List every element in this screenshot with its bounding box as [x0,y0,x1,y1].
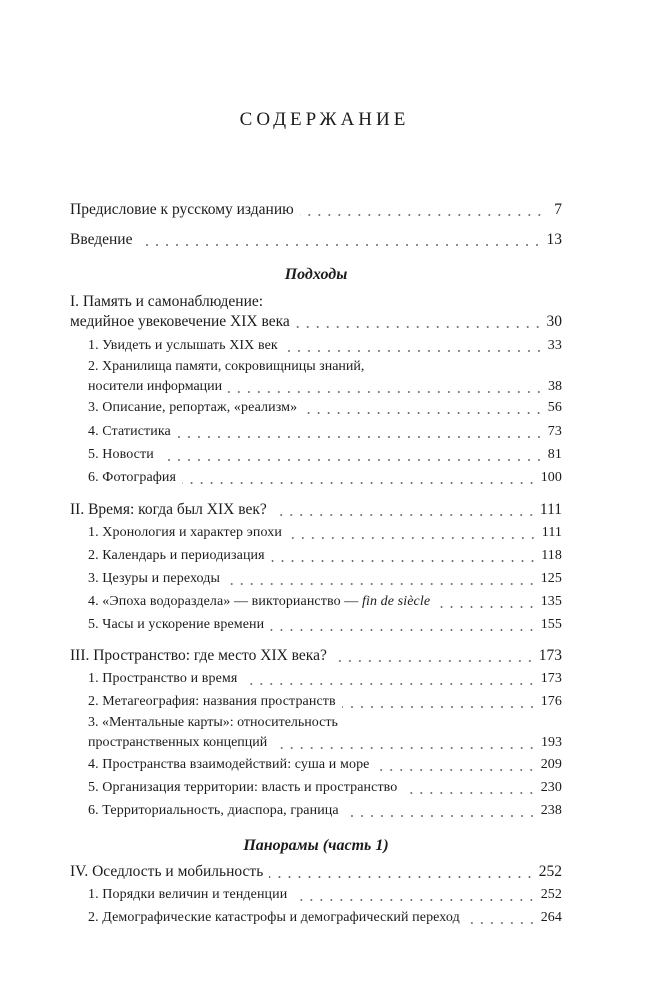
entry-title-main: 4. «Эпоха водораздела» — викторианство — [88,594,362,609]
entry-title-line1: I. Память и самонаблюдение: [70,293,264,310]
entry-title: 1. Порядки величин и тенденции [88,887,288,902]
toc-subentry[interactable] [88,669,562,689]
dot-leader [303,412,544,414]
dot-leader [138,244,542,246]
toc-subentry[interactable] [88,468,562,488]
toc-entry-chapter-2[interactable] [70,500,562,520]
page-number: 230 [540,780,562,795]
page-number: 209 [540,757,562,772]
entry-title: 4. Пространства взаимодействий: суша и море [88,757,370,772]
page-number: 73 [547,424,562,439]
page-number: 100 [540,470,562,485]
toc-subentry[interactable] [88,445,562,465]
dot-leader [288,537,538,539]
toc-entry-introduction[interactable] [70,230,562,250]
toc-subentry[interactable] [88,569,562,589]
dot-leader [226,583,537,585]
dot-leader [375,769,536,771]
page-number: 173 [540,671,562,686]
entry-title-line1: 2. Хранилища памяти, сокровищницы знаний, [88,359,365,374]
page-number: 252 [538,863,562,880]
toc-entry-chapter-1[interactable] [70,292,562,332]
entry-title: 1. Хронология и характер эпохи [88,525,282,540]
toc-subentry[interactable] [88,908,562,928]
toc-entry-preface[interactable] [70,200,562,220]
entry-title: 6. Фотография [88,470,177,485]
dot-leader [284,350,544,352]
page-number: 238 [540,803,562,818]
entry-title: 1. Пространство и время [88,671,238,686]
entry-title: 2. Календарь и периодизация [88,548,265,563]
dot-leader [160,459,544,461]
dot-leader [273,747,537,749]
entry-title: 5. Новости [88,447,154,462]
dot-leader [342,706,537,708]
page-number: 176 [540,694,562,709]
toc-subentry[interactable] [88,422,562,442]
entry-title [88,592,430,612]
page-number: 81 [547,447,562,462]
entry-title: 3. Описание, репортаж, «реализм» [88,400,298,415]
page-number: 111 [541,525,562,540]
entry-title: 2. Демографические катастрофы и демографический переход [88,910,460,925]
page-number: 173 [538,647,562,664]
page-number: 13 [546,231,562,248]
entry-title: 3. Цезуры и переходы [88,571,220,586]
entry-title: IV. Оседлость и мобильность [70,863,264,880]
dot-leader [403,792,536,794]
page-number: 125 [540,571,562,586]
page-number: 7 [554,201,562,218]
page-number: 38 [548,379,562,394]
dot-leader [436,606,537,608]
toc-subentry[interactable] [88,357,562,397]
entry-title: 6. Территориальность, диаспора, граница [88,803,339,818]
dot-leader [270,629,536,631]
entry-title: 2. Метагеография: названия пространств [88,694,336,709]
entry-title: Введение [70,231,133,248]
toc-subentry[interactable] [88,801,562,821]
toc-entry-chapter-3[interactable] [70,646,562,666]
entry-title: 1. Увидеть и услышать XIX век [88,338,278,353]
toc-subentry[interactable] [88,336,562,356]
toc-subentry[interactable] [88,592,562,612]
page-number: 111 [539,501,562,518]
toc-subentry[interactable] [88,778,562,798]
entry-title-line1: 3. «Ментальные карты»: относительность [88,715,338,730]
entry-title-italic: fin de siècle [361,594,431,609]
dot-leader [177,436,544,438]
toc-subentry[interactable] [88,692,562,712]
dot-leader [273,514,536,516]
dot-leader [228,391,544,393]
dot-leader [182,482,537,484]
dot-leader [333,660,535,662]
toc-subentry[interactable] [88,398,562,418]
dot-leader [269,876,534,878]
toc-subentry[interactable] [88,713,562,753]
page-number: 264 [540,910,562,925]
page-number: 118 [541,548,562,563]
dot-leader [466,922,537,924]
toc-subentry[interactable] [88,546,562,566]
dot-leader [243,683,536,685]
toc-subentry[interactable] [88,755,562,775]
dot-leader [271,560,538,562]
dot-leader [296,326,543,328]
page-title: СОДЕРЖАНИЕ [239,109,410,130]
entry-title-line2: пространственных концепций [88,735,268,750]
entry-title-line2: носители информации [88,379,223,394]
entry-title: 5. Организация территории: власть и пространство [88,780,398,795]
entry-title: 4. Статистика [88,424,171,439]
toc-subentry[interactable] [88,615,562,635]
toc-subentry[interactable] [88,885,562,905]
page-number: 252 [540,887,562,902]
toc-subentry[interactable] [88,523,562,543]
page-number: 193 [541,735,562,750]
entry-title: III. Пространство: где место XIX века? [70,647,327,664]
dot-leader [300,214,544,216]
entry-title-line2: медийное увековечение XIX века [70,313,290,330]
entry-title: Предисловие к русскому изданию [70,201,294,218]
page-number: 30 [546,313,562,330]
page-number: 135 [540,594,562,609]
dot-leader [293,899,536,901]
entry-title: 5. Часы и ускорение времени [88,617,265,632]
page-number: 56 [547,400,562,415]
page-number: 155 [540,617,562,632]
page-number: 33 [547,338,562,353]
section-heading-approaches: Подходы [284,266,348,283]
entry-title: II. Время: когда был XIX век? [70,501,267,518]
toc-entry-chapter-4[interactable] [70,862,562,882]
section-heading-panoramas: Панорамы (часть 1) [243,837,389,854]
dot-leader [345,815,537,817]
